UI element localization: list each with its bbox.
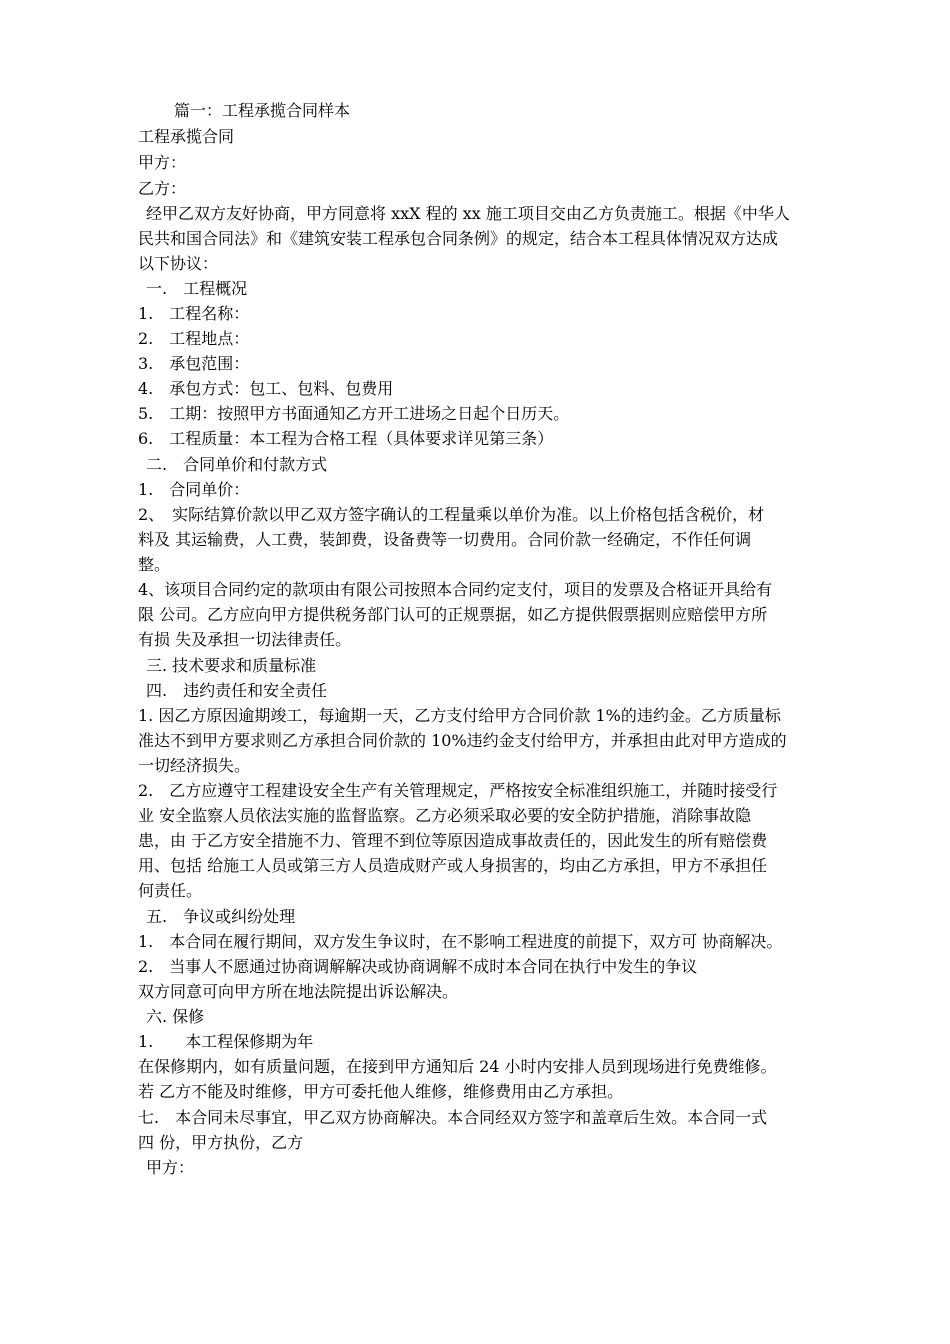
body-line: 2. 当事人不愿通过协商调解解决或协商调解不成时本合同在执行中发生的争议 (138, 957, 698, 976)
section-heading: 六. 保修 (146, 1007, 205, 1026)
body-line: 料及 其运输费，人工费，装卸费，设备费等一切费用。合同价款一经确定，不作任何调 (138, 530, 752, 549)
body-line: 业 安全监察人员依法实施的监督监察。乙方必须采取必要的安全防护措施，消除事故隐 (138, 806, 752, 825)
body-line: 准达不到甲方要求则乙方承担合同价款的 10%违约金支付给甲方，并承担由此对甲方造成的 (138, 731, 787, 750)
body-line: 若 乙方不能及时维修，甲方可委托他人维修，维修费用由乙方承担。 (138, 1082, 624, 1101)
body-line: 限 公司。乙方应向甲方提供税务部门认可的正规票据，如乙方提供假票据则应赔偿甲方所 (138, 605, 768, 624)
body-line: 1. 本合同在履行期间，双方发生争议时，在不影响工程进度的前提下，双方可 协商解决。 (138, 932, 783, 951)
section-heading: 二. 合同单价和付款方式 (146, 455, 328, 474)
list-item: 1. 本工程保修期为年 (138, 1032, 314, 1051)
body-line: 民共和国合同法》和《建筑安装工程承包合同条例》的规定，结合本工程具体情况双方达成 (138, 229, 779, 248)
body-line: 经甲乙双方友好协商，甲方同意将 xxX 程的 xx 施工项目交由乙方负责施工。根据《中华人 (146, 204, 790, 223)
body-line: 整。 (138, 555, 171, 574)
section-heading: 四. 违约责任和安全责任 (146, 681, 328, 700)
body-line: 2、 实际结算价款以甲乙双方签字确认的工程量乘以单价为准。以上价格包括含税价，材 (138, 505, 765, 524)
party-a: 甲方： (138, 153, 187, 172)
list-item: 5. 工期：按照甲方书面通知乙方开工进场之日起个日历天。 (138, 404, 570, 423)
doc-title: 工程承揽合同 (138, 127, 235, 146)
list-item: 2. 工程地点： (138, 329, 250, 348)
body-line: 患，由 于乙方安全措施不力、管理不到位等原因造成事故责任的，因此发生的所有赔偿费 (138, 831, 768, 850)
body-line: 一切经济损失。 (138, 756, 251, 775)
list-item: 3. 承包范围： (138, 354, 250, 373)
party-b: 乙方： (138, 179, 187, 198)
body-line: 双方同意可向甲方所在地法院提出诉讼解决。 (138, 982, 459, 1001)
list-item: 6. 工程质量：本工程为合格工程（具体要求详见第三条） (138, 429, 554, 448)
body-line: 1. 因乙方原因逾期竣工，每逾期一天，乙方支付给甲方合同价款 1%的违约金。乙方质量标 (138, 706, 781, 725)
body-line: 四 份，甲方执份，乙方 (138, 1133, 304, 1152)
doc-heading: 篇一：工程承揽合同样本 (174, 101, 351, 120)
list-item: 1. 工程名称： (138, 304, 250, 323)
list-item: 4. 承包方式：包工、包料、包费用 (138, 379, 394, 398)
body-line: 以下协议： (138, 254, 219, 273)
section-heading: 三. 技术要求和质量标准 (146, 656, 317, 675)
body-line: 用、包括 给施工人员或第三方人员造成财产或人身损害的，均由乙方承担，甲方不承担任 (138, 856, 768, 875)
body-line: 七. 本合同未尽事宜，甲乙双方协商解决。本合同经双方签字和盖章后生效。本合同一式 (138, 1108, 768, 1127)
signature-party-a: 甲方： (146, 1158, 195, 1177)
section-heading: 一. 工程概况 (146, 279, 248, 298)
body-line: 有损 失及承担一切法律责任。 (138, 630, 352, 649)
list-item: 1. 合同单价： (138, 480, 250, 499)
body-line: 4、该项目合同约定的款项由有限公司按照本合同约定支付，项目的发票及合格证开具给有 (138, 580, 773, 599)
body-line: 何责任。 (138, 881, 203, 900)
body-line: 2. 乙方应遵守工程建设安全生产有关管理规定，严格按安全标准组织施工，并随时接受行 (138, 781, 778, 800)
body-line: 在保修期内，如有质量问题，在接到甲方通知后 24 小时内安排人员到现场进行免费维修。 (138, 1057, 777, 1076)
section-heading: 五. 争议或纠纷处理 (146, 907, 296, 926)
